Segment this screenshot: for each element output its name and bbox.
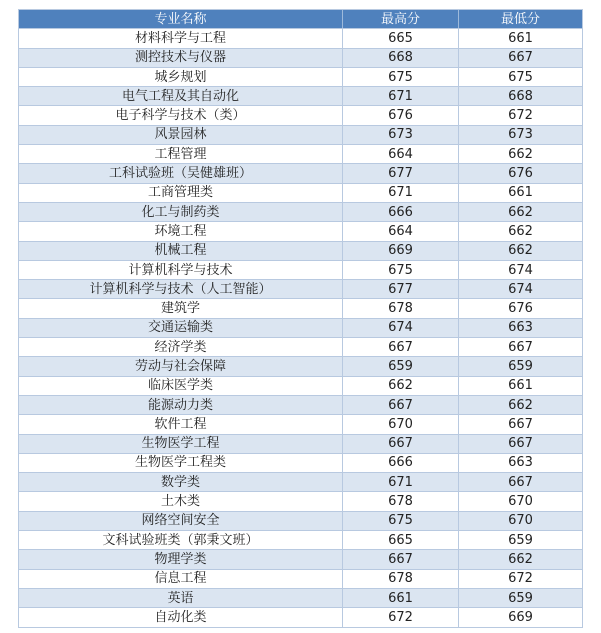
major-name-cell: 环境工程 [19, 222, 343, 240]
table-row [19, 319, 582, 338]
score-table [18, 9, 583, 628]
major-name-cell: 土木类 [19, 492, 343, 510]
max-score-cell: 667 [343, 435, 459, 453]
table-row [19, 396, 582, 415]
min-score-cell: 662 [508, 397, 533, 413]
min-score-cell: 659 [508, 358, 533, 374]
major-name-cell: 电气工程及其自动化 [19, 87, 343, 105]
major-name-cell: 软件工程 [19, 415, 343, 433]
max-score-cell: 668 [343, 49, 459, 67]
table-row [19, 242, 582, 261]
min-score-cell: 674 [508, 262, 533, 278]
major-name-cell: 网络空间安全 [19, 512, 343, 530]
min-score-cell: 672 [508, 571, 533, 587]
table-row [19, 106, 582, 125]
min-score-cell: 673 [508, 127, 533, 143]
min-score-cell: 675 [508, 69, 533, 85]
min-score-cell: 661 [508, 185, 533, 201]
min-score-cell: 663 [508, 320, 533, 336]
max-score-cell: 678 [343, 492, 459, 510]
major-name-cell: 工科试验班（吴健雄班） [19, 164, 343, 182]
min-score-cell: 662 [508, 243, 533, 259]
min-score-cell: 672 [508, 108, 533, 124]
min-score-cell: 674 [508, 281, 533, 297]
max-score-cell: 666 [343, 203, 459, 221]
table-row [19, 338, 582, 357]
table-row [19, 203, 582, 222]
max-score-cell: 661 [343, 589, 459, 607]
table-row [19, 550, 582, 569]
major-name-cell: 化工与制药类 [19, 203, 343, 221]
max-score-cell: 678 [343, 299, 459, 317]
table-row [19, 531, 582, 550]
column-header-major: 专业名称 [19, 10, 343, 28]
table-row [19, 454, 582, 473]
max-score-cell: 664 [343, 145, 459, 163]
max-score-cell: 678 [343, 570, 459, 588]
min-score-cell: 667 [508, 416, 533, 432]
major-name-cell: 材料科学与工程 [19, 29, 343, 47]
major-name-cell: 交通运输类 [19, 319, 343, 337]
table-row [19, 357, 582, 376]
min-score-cell: 661 [508, 378, 533, 394]
max-score-cell: 674 [343, 319, 459, 337]
major-name-cell: 自动化类 [19, 608, 343, 626]
min-score-cell: 667 [508, 339, 533, 355]
column-header-min-score: 最低分 [500, 11, 540, 27]
major-name-cell: 风景园林 [19, 126, 343, 144]
max-score-cell: 670 [343, 415, 459, 433]
min-score-cell: 662 [508, 551, 533, 567]
major-name-cell: 能源动力类 [19, 396, 343, 414]
major-name-cell: 工商管理类 [19, 184, 343, 202]
max-score-cell: 675 [343, 68, 459, 86]
table-row [19, 435, 582, 454]
table-row [19, 184, 582, 203]
major-name-cell: 劳动与社会保障 [19, 357, 343, 375]
max-score-cell: 664 [343, 222, 459, 240]
table-row [19, 570, 582, 589]
table-row [19, 164, 582, 183]
min-score-cell: 676 [508, 301, 533, 317]
major-name-cell: 工程管理 [19, 145, 343, 163]
table-row [19, 261, 582, 280]
major-name-cell: 英语 [19, 589, 343, 607]
column-header-max-score: 最高分 [343, 10, 459, 28]
min-score-cell: 662 [508, 204, 533, 220]
max-score-cell: 671 [343, 184, 459, 202]
min-score-cell: 659 [508, 590, 533, 606]
table-body [19, 29, 582, 627]
max-score-cell: 659 [343, 357, 459, 375]
max-score-cell: 667 [343, 550, 459, 568]
major-name-cell: 计算机科学与技术 [19, 261, 343, 279]
max-score-cell: 673 [343, 126, 459, 144]
min-score-cell: 667 [508, 50, 533, 66]
min-score-cell: 662 [508, 223, 533, 239]
max-score-cell: 665 [343, 531, 459, 549]
major-name-cell: 物理学类 [19, 550, 343, 568]
major-name-cell: 数学类 [19, 473, 343, 491]
max-score-cell: 676 [343, 106, 459, 124]
max-score-cell: 665 [343, 29, 459, 47]
max-score-cell: 667 [343, 396, 459, 414]
table-row [19, 608, 582, 627]
max-score-cell: 677 [343, 164, 459, 182]
min-score-cell: 662 [508, 146, 533, 162]
min-score-cell: 667 [508, 436, 533, 452]
table-row [19, 473, 582, 492]
table-row [19, 377, 582, 396]
table-row [19, 299, 582, 318]
min-score-cell: 670 [508, 513, 533, 529]
major-name-cell: 生物医学工程 [19, 435, 343, 453]
table-row [19, 415, 582, 434]
max-score-cell: 675 [343, 512, 459, 530]
table-row [19, 512, 582, 531]
table-row [19, 68, 582, 87]
major-name-cell: 信息工程 [19, 570, 343, 588]
max-score-cell: 667 [343, 338, 459, 356]
major-name-cell: 机械工程 [19, 242, 343, 260]
min-score-cell: 659 [508, 532, 533, 548]
table-row [19, 589, 582, 608]
table-row [19, 49, 582, 68]
min-score-cell: 670 [508, 494, 533, 510]
major-name-cell: 文科试验班类（郭秉文班） [19, 531, 343, 549]
min-score-cell: 669 [508, 609, 533, 625]
major-name-cell: 建筑学 [19, 299, 343, 317]
table-row [19, 126, 582, 145]
max-score-cell: 662 [343, 377, 459, 395]
major-name-cell: 城乡规划 [19, 68, 343, 86]
max-score-cell: 671 [343, 87, 459, 105]
max-score-cell: 671 [343, 473, 459, 491]
major-name-cell: 电子科学与技术（类） [19, 106, 343, 124]
min-score-cell: 676 [508, 166, 533, 182]
min-score-cell: 667 [508, 474, 533, 490]
table-row [19, 222, 582, 241]
major-name-cell: 计算机科学与技术（人工智能） [19, 280, 343, 298]
max-score-cell: 672 [343, 608, 459, 626]
table-header-row [19, 10, 582, 29]
table-row [19, 87, 582, 106]
min-score-cell: 668 [508, 88, 533, 104]
major-name-cell: 测控技术与仪器 [19, 49, 343, 67]
table-row [19, 492, 582, 511]
min-score-cell: 663 [508, 455, 533, 471]
major-name-cell: 生物医学工程类 [19, 454, 343, 472]
major-name-cell: 经济学类 [19, 338, 343, 356]
max-score-cell: 677 [343, 280, 459, 298]
min-score-cell: 661 [508, 30, 533, 46]
max-score-cell: 675 [343, 261, 459, 279]
table-row [19, 280, 582, 299]
max-score-cell: 666 [343, 454, 459, 472]
table-row [19, 145, 582, 164]
max-score-cell: 669 [343, 242, 459, 260]
major-name-cell: 临床医学类 [19, 377, 343, 395]
table-row [19, 29, 582, 48]
